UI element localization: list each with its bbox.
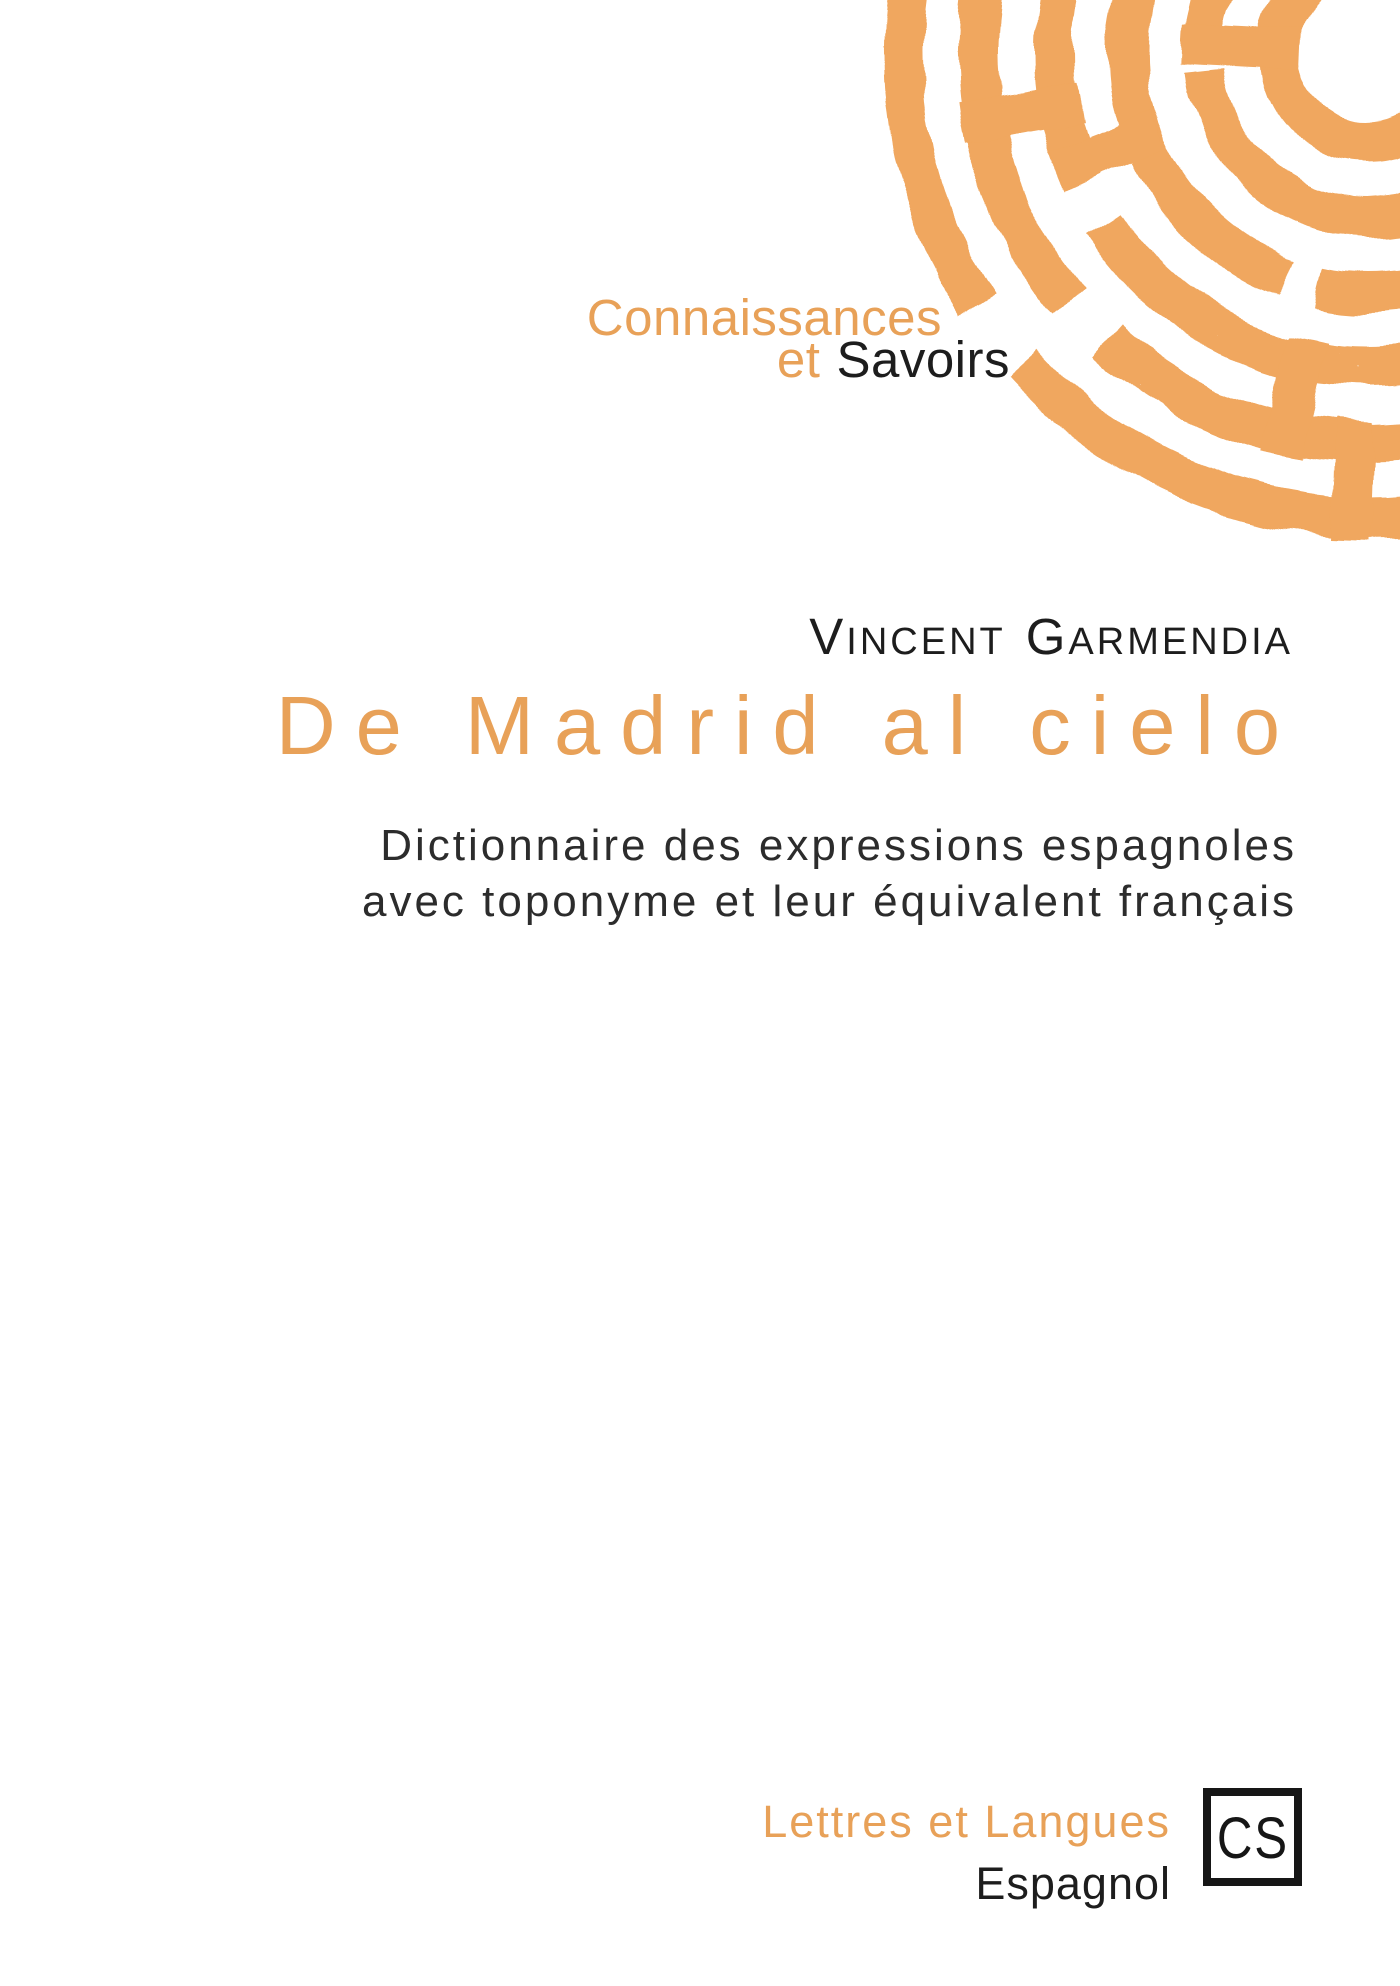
collection-category: Espagnol [975, 1858, 1171, 1909]
publisher-name-et: et [776, 331, 821, 388]
publisher-mark-box [1203, 1788, 1302, 1886]
book-title: De Madrid al cielo [275, 679, 1300, 772]
author-last-rest: ARMENDIA [1068, 621, 1293, 663]
author-last-initial: G [1025, 608, 1069, 665]
author-name [809, 608, 1293, 665]
publisher-name-line1: Connaissances [586, 289, 942, 346]
subtitle-line1: Dictionnaire des expressions espagnoles [380, 821, 1297, 870]
publisher-name-savoirs: Savoirs [836, 331, 1010, 388]
subtitle-line2: avec toponyme et leur équivalent français [361, 877, 1297, 926]
author-first-rest: INCENT [846, 621, 1006, 663]
publisher-mark-initials: CS [1216, 1803, 1289, 1871]
book-subtitle [362, 818, 1297, 930]
author-first-initial: V [809, 608, 847, 665]
labyrinth-logo [0, 0, 1400, 560]
publisher-name-line2 [776, 331, 1010, 388]
collection-series-name: Lettres et Langues [762, 1796, 1171, 1847]
